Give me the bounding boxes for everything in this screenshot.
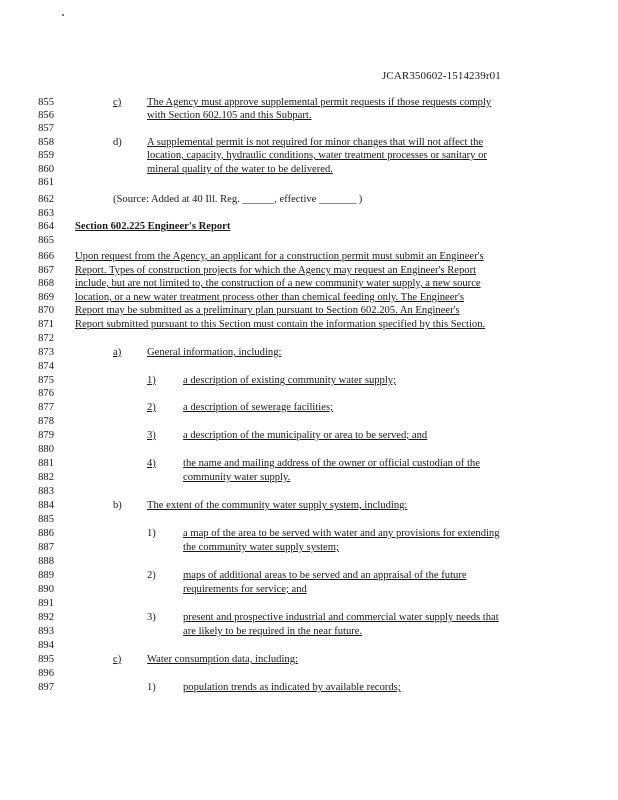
document-id: JCAR350602-1514239r01	[382, 70, 501, 82]
line-number: 867	[38, 265, 54, 276]
line-number: 860	[38, 164, 54, 175]
paragraph-line: Report submitted pursuant to this Section must contain the information specified by this Section.	[75, 319, 486, 330]
line-number: 863	[38, 208, 54, 219]
line-number: 879	[38, 430, 54, 441]
subitem-text-line: maps of additional areas to be served and an appraisal of the future	[183, 570, 467, 581]
item-label: c)	[113, 654, 122, 665]
item-label: c)	[113, 97, 122, 108]
subitem-text-line: requirements for service; and	[183, 584, 307, 595]
item-text-line: The Agency must approve supplemental permit requests if those requests comply	[147, 97, 492, 108]
subitem-number: 2)	[147, 570, 156, 581]
subitem-text-line: a description of existing community water supply;	[183, 375, 397, 386]
item-label: d)	[113, 137, 122, 148]
item-label: b)	[113, 500, 122, 511]
line-number: 874	[38, 361, 54, 372]
line-number: 872	[38, 333, 54, 344]
line-number: 857	[38, 123, 54, 134]
subitem-text-line: community water supply.	[183, 472, 291, 483]
subitem-text-line: a description of the municipality or area to be served; and	[183, 430, 428, 441]
section-heading: Section 602.225 Engineer's Report	[75, 221, 231, 232]
line-number: 877	[38, 402, 54, 413]
subitem-text-line: the name and mailing address of the owner or official custodian of the	[183, 458, 480, 469]
line-number: 887	[38, 542, 54, 553]
line-number: 864	[38, 221, 54, 232]
item-text-line: mineral quality of the water to be delivered.	[147, 164, 333, 175]
line-number: 869	[38, 292, 54, 303]
line-number: 890	[38, 584, 54, 595]
line-number: 866	[38, 251, 54, 262]
subitem-number: 1)	[147, 528, 156, 539]
item-text-line: location, capacity, hydraulic conditions, water treatment processes or sanitary or	[147, 150, 487, 161]
item-label: a)	[113, 347, 122, 358]
source-note: (Source: Added at 40 Ill. Reg. ______, effective _______ )	[113, 194, 363, 205]
paragraph-line: Upon request from the Agency, an applicant for a construction permit must submit an Engineer's	[75, 251, 484, 262]
line-number: 855	[38, 97, 54, 108]
line-number: 862	[38, 194, 54, 205]
line-number: 876	[38, 388, 54, 399]
line-number: 889	[38, 570, 54, 581]
line-number: 884	[38, 500, 54, 511]
line-number: 883	[38, 486, 54, 497]
line-number: 893	[38, 626, 54, 637]
line-number: 880	[38, 444, 54, 455]
subitem-number: 2)	[147, 402, 156, 413]
line-number: 888	[38, 556, 54, 567]
paragraph-line: Report. Types of construction projects for which the Agency may request an Engineer's Report	[75, 265, 477, 276]
line-number: 870	[38, 305, 54, 316]
subitem-number: 1)	[147, 375, 156, 386]
line-number: 861	[38, 177, 54, 188]
line-number: 885	[38, 514, 54, 525]
item-title: The extent of the community water supply system, including:	[147, 500, 408, 511]
paragraph-line: include, but are not limited to, the construction of a new community water supply, a new source	[75, 278, 481, 289]
line-number: 894	[38, 640, 54, 651]
line-number: 891	[38, 598, 54, 609]
line-number: 871	[38, 319, 54, 330]
scan-speck	[62, 14, 64, 16]
subitem-number: 4)	[147, 458, 156, 469]
line-number: 897	[38, 682, 54, 693]
line-number: 886	[38, 528, 54, 539]
subitem-text-line: population trends as indicated by available records;	[183, 682, 401, 693]
subitem-text-line: a description of sewerage facilities;	[183, 402, 334, 413]
subitem-text-line: are likely to be required in the near future.	[183, 626, 363, 637]
subitem-text-line: a map of the area to be served with water and any provisions for extending	[183, 528, 500, 539]
line-number: 882	[38, 472, 54, 483]
line-number: 875	[38, 375, 54, 386]
item-title: General information, including:	[147, 347, 282, 358]
subitem-number: 3)	[147, 430, 156, 441]
line-number: 892	[38, 612, 54, 623]
line-number: 873	[38, 347, 54, 358]
line-number: 896	[38, 668, 54, 679]
subitem-text-line: present and prospective industrial and commercial water supply needs that	[183, 612, 499, 623]
line-number: 895	[38, 654, 54, 665]
line-number: 865	[38, 235, 54, 246]
line-number: 878	[38, 416, 54, 427]
line-number: 868	[38, 278, 54, 289]
line-number: 859	[38, 150, 54, 161]
subitem-number: 3)	[147, 612, 156, 623]
subitem-text-line: the community water supply system;	[183, 542, 339, 553]
subitem-number: 1)	[147, 682, 156, 693]
paragraph-line: Report may be submitted as a preliminary plan pursuant to Section 602.205. An Engineer's	[75, 305, 460, 316]
line-number: 856	[38, 110, 54, 121]
line-number: 858	[38, 137, 54, 148]
line-number: 881	[38, 458, 54, 469]
item-text-line: with Section 602.105 and this Subpart.	[147, 110, 312, 121]
item-title: Water consumption data, including:	[147, 654, 298, 665]
paragraph-line: location, or a new water treatment process other than chemical feeding only. The Engineer's	[75, 292, 465, 303]
item-text-line: A supplemental permit is not required for minor changes that will not affect the	[147, 137, 484, 148]
